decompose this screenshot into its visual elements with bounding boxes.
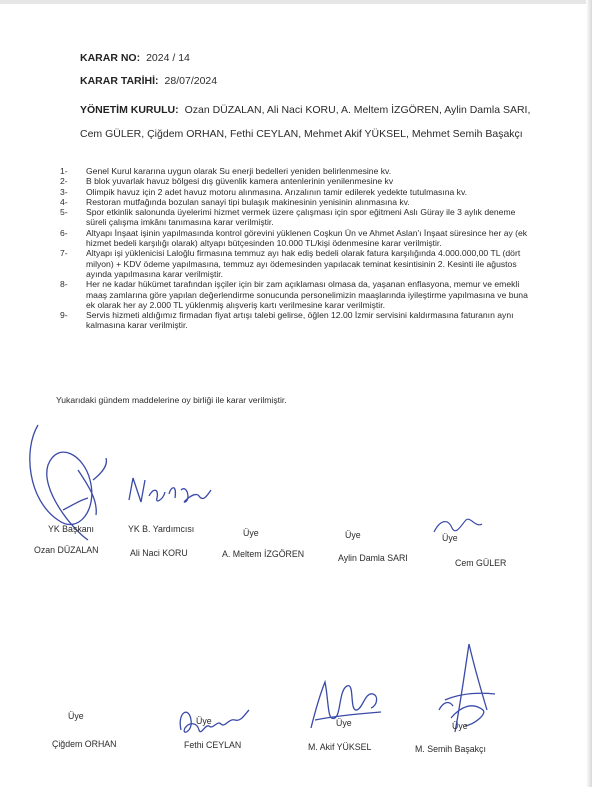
decision-text: B blok yuvarlak havuz bölgesi dış güvenlik kamera antenlerinin yenilenmesine kv: [86, 176, 394, 187]
signature-name: M. Semih Başakçı: [415, 744, 486, 754]
signature-ali-naci-koru: [125, 470, 215, 515]
signature-name-cem: [455, 558, 506, 568]
yonetim-kurulu-members: Ozan DÜZALAN, Ali Naci KORU, A. Meltem İZGÖREN, Aylin Damla SARI, Cem GÜLER, Çiğdem ORHAN, Fethi CEYLAN, Mehmet Akif YÜKSEL, Mehmet Semih Başakçı: [80, 104, 531, 140]
signature-block-fethi: [196, 716, 212, 726]
scan-right-edge: [586, 0, 592, 787]
decision-number: 3-: [60, 186, 68, 197]
signature-name-cigdem: [52, 739, 117, 749]
signature-block-akif: [336, 718, 352, 728]
signature-role: Üye: [442, 533, 458, 543]
karar-no-line: [80, 52, 190, 64]
decision-text: Genel Kurul kararına uygun olarak Su enerji bedelleri yeniden belirlenmesine kv.: [86, 166, 392, 176]
signature-name-semih: [415, 744, 486, 754]
decision-text: Servis hizmeti aldığımız firmadan fiyat artışı talebi gelirse, öğlen 12.00 İzmir servisini kaldırmasına faturanın aynı kalmasına karar verilmiştir.: [86, 310, 514, 331]
decision-number: 5-: [60, 207, 68, 218]
signature-name: A. Meltem İZGÖREN: [222, 549, 305, 559]
signature-role: Üye: [243, 528, 259, 538]
karar-tarihi-value: 28/07/2024: [164, 75, 218, 87]
decision-number: 9-: [60, 310, 68, 321]
signature-role: Üye: [336, 718, 352, 728]
decision-list: [60, 166, 530, 331]
decision-number: 8-: [60, 279, 68, 290]
decision-item: [60, 207, 530, 228]
signature-name-ali: [130, 548, 188, 558]
decision-item: [60, 166, 530, 176]
yonetim-kurulu-label: YÖNETİM KURULU:: [80, 104, 179, 116]
signature-block-semih: [452, 721, 468, 731]
signature-role: YK B. Yardımcısı: [128, 524, 195, 534]
decision-item: [60, 176, 530, 186]
decision-text: Olimpik havuz için 2 adet havuz motoru alınmasına. Arızalının tamir edilerek yedekte tutulmasına kv.: [86, 186, 468, 197]
decision-item: [60, 197, 530, 207]
signature-name: Ozan DÜZALAN: [34, 545, 99, 555]
signature-name: Fethi CEYLAN: [184, 740, 242, 750]
decision-item: [60, 228, 530, 249]
karar-no-label: KARAR NO:: [80, 52, 141, 64]
signature-name: Çiğdem ORHAN: [52, 739, 117, 749]
signature-role: Üye: [68, 711, 84, 721]
signature-fethi-ceylan: [175, 702, 255, 744]
decision-item: [60, 248, 530, 279]
signature-name-akif: [308, 742, 371, 752]
decision-item: [60, 310, 530, 331]
decision-number: 6-: [60, 227, 68, 238]
decision-number: 1-: [60, 166, 68, 176]
closing-statement: Yukarıdaki gündem maddelerine oy birliği ile karar verilmiştir.: [56, 395, 287, 405]
signature-name: Aylin Damla SARI: [338, 553, 408, 563]
decision-text: Her ne kadar hükümet tarafından işçiler için bir zam açıklaması olmasa da, yaşanan enflasyona, memur ve emekli maaş zamlarına göre yapılan değerlendirme sonucunda personelimizin maaşlarında iyileştirme yapılmasına ve buna ek olarak her ay 2.000 TL yüklenmiş alışveriş kartı verilmesine karar verilmiştir.: [86, 279, 528, 310]
karar-no-value: 2024 / 14: [146, 52, 190, 64]
decision-item: [60, 279, 530, 310]
decision-number: 4-: [60, 196, 68, 207]
signature-role: YK Başkanı: [48, 524, 94, 534]
decision-number: 7-: [60, 248, 68, 259]
signature-name-meltem: [222, 549, 304, 559]
decision-text: Spor etkinlik salonunda üyelerimi hizmet vermek üzere çalışması için spor eğitmeni Aslı Güray ile 3 aylık deneme süreli çalışma imkânı tanımasına karar verilmiştir.: [86, 207, 516, 228]
decision-item: [60, 187, 530, 197]
signature-block-ozan: [48, 524, 94, 534]
karar-tarihi-line: [80, 75, 217, 87]
karar-tarihi-label: KARAR TARİHİ:: [80, 75, 159, 87]
yonetim-kurulu-line: [80, 98, 540, 146]
signature-role: Üye: [196, 716, 212, 726]
signature-name: Cem GÜLER: [455, 558, 507, 568]
scan-top-edge: [0, 0, 592, 4]
signature-name-fethi: [184, 740, 241, 750]
signature-name: M. Akif YÜKSEL: [308, 742, 372, 752]
decision-text: Altyapı İnşaat işinin yapılmasında kontrol görevini yüklenen Coşkun Ün ve Ahmet Aslan'ı İnşaat süresince her ay (ek hizmet bedeli karşılığı olarak) altyapı bütçesinden 10.000 TL/kişi ödenmesine karar verilmiştir.: [86, 227, 528, 249]
decision-text: Altyapı işi yüklenicisi Laloğlu firmasına temmuz ayı hak ediş bedeli olarak fatura karşılığında 4.000.000,00 TL (dört milyon) + KDV ödeme yapılmasına, temmuz ayı ödemesinden yapılacak teminat kesintisinin 2. Kesinti ile ağustos ayında yapılmasına karar verilmiştir.: [86, 248, 521, 279]
signature-name-aylin: [338, 553, 408, 563]
signature-cem-guler: [430, 510, 490, 540]
signature-block-cigdem: [68, 711, 84, 721]
signature-block-cem: [442, 533, 458, 543]
signature-name-ozan: [34, 545, 99, 555]
signature-role: Üye: [452, 721, 468, 731]
decision-number: 2-: [60, 176, 68, 187]
signature-block-aylin: [345, 530, 361, 540]
signature-role: Üye: [345, 530, 361, 540]
signature-block-ali: [128, 524, 194, 534]
decision-text: Restoran mutfağında bozulan sanayi tipi bulaşık makinesinin yenisinin alınmasına kv.: [86, 196, 410, 207]
signature-block-meltem: [243, 528, 259, 538]
signature-name: Ali Naci KORU: [130, 548, 188, 558]
